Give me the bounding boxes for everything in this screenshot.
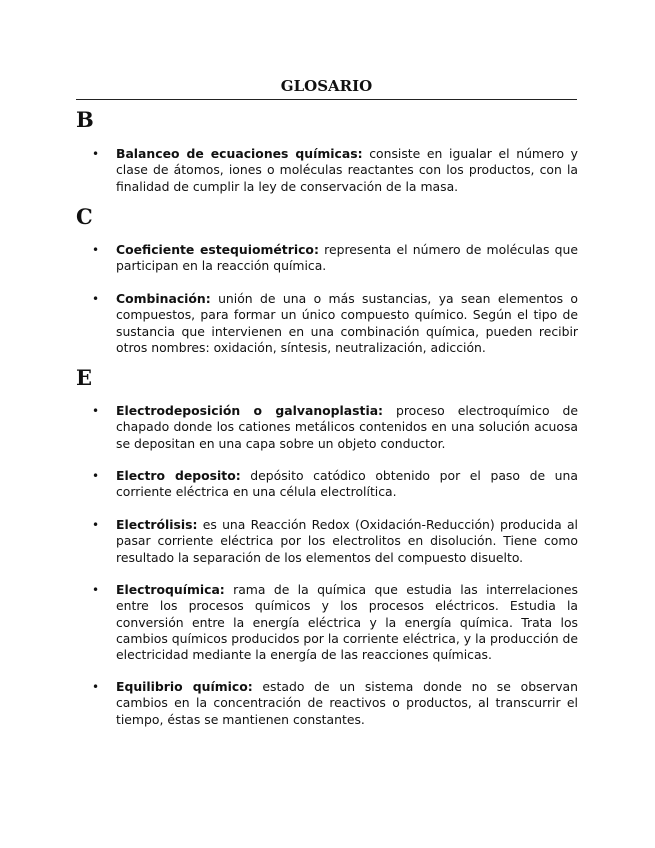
entry-term: Balanceo de ecuaciones químicas:	[116, 146, 363, 161]
entry-definition: depósito catódico obtenido por el paso de una corriente eléctrica en una célula electrolítica.	[116, 468, 578, 500]
glossary-entry	[92, 468, 578, 501]
entry-term: Equilibrio químico:	[116, 679, 253, 694]
page-title: GLOSARIO	[280, 77, 373, 95]
section-letter-c: C	[76, 204, 93, 229]
glossary-entry	[92, 582, 578, 663]
bullet-icon: •	[92, 292, 100, 306]
glossary-entry	[92, 242, 578, 275]
entry-definition: es una Reacción Redox (Oxidación-Reducción) producida al pasar corriente eléctrica por los electrolitos en disolución. Tiene como resultado la separación de los elementos del compuesto disuelto.	[116, 517, 578, 565]
section-letter-e: E	[76, 365, 93, 390]
entry-definition: rama de la química que estudia las interrelaciones entre los procesos químicos y los procesos eléctricos. Estudia la conversión entre la energía eléctrica y la energía química. Trata los cambios químicos producidos por la corriente eléctrica, y la producción de electricidad mediante la energía de las reacciones químicas.	[116, 582, 578, 663]
glossary-entry	[92, 291, 578, 356]
entry-body	[116, 242, 578, 275]
entry-definition: estado de un sistema donde no se observan cambios en la concentración de reactivos o productos, al transcurrir el tiempo, éstas se mantienen constantes.	[116, 679, 579, 727]
entry-body	[116, 403, 578, 452]
entry-definition: representa el número de moléculas que participan en la reacción química.	[116, 242, 578, 274]
entry-body	[116, 517, 578, 566]
entry-body	[116, 679, 578, 728]
entry-term: Coeficiente estequiométrico:	[116, 242, 319, 257]
glossary-entry	[92, 517, 578, 566]
title-divider	[76, 99, 577, 100]
entry-term: Electrólisis:	[116, 517, 198, 532]
glossary-entry	[92, 679, 578, 728]
bullet-icon: •	[92, 469, 100, 483]
glossary-entry	[92, 146, 578, 195]
bullet-icon: •	[92, 680, 100, 694]
section-letter-b: B	[76, 107, 94, 132]
entry-term: Electroquímica:	[116, 582, 225, 597]
bullet-icon: •	[92, 147, 100, 161]
bullet-icon: •	[92, 243, 100, 257]
entry-term: Electrodeposición o galvanoplastia:	[116, 403, 384, 418]
entry-body	[116, 468, 578, 501]
bullet-icon: •	[92, 518, 100, 532]
entry-definition: consiste en igualar el número y clase de átomos, iones o moléculas reactantes con los productos, con la finalidad de cumplir la ley de conservación de la masa.	[116, 146, 578, 194]
entry-definition: proceso electroquímico de chapado donde los cationes metálicos contenidos en una solución acuosa se depositan en una capa sobre un objeto conductor.	[116, 403, 578, 451]
entry-body	[116, 582, 578, 663]
entry-term: Combinación:	[116, 291, 211, 306]
glossary-entry	[92, 403, 578, 452]
bullet-icon: •	[92, 404, 100, 418]
bullet-icon: •	[92, 583, 100, 597]
entry-body	[116, 146, 578, 195]
entry-definition: unión de una o más sustancias, ya sean elementos o compuestos, para formar un único compuesto químico. Según el tipo de sustancia que intervienen en una combinación química, pueden recibir otros nombres: oxidación, síntesis, neutralización, adicción.	[116, 291, 578, 355]
entry-term: Electro deposito:	[116, 468, 241, 483]
entry-body	[116, 291, 578, 356]
